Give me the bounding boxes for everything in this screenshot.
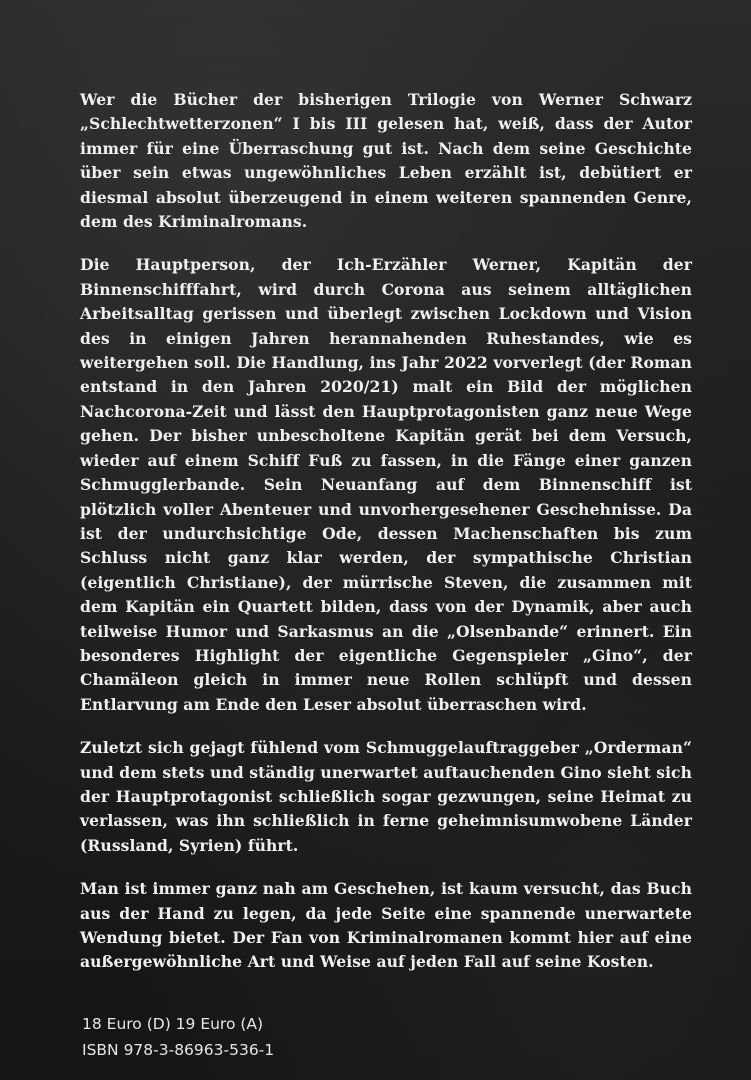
price-isbn-block <box>82 1011 274 1063</box>
blurb-paragraph-1: Wer die Bücher der bisherigen Trilogie von Werner Schwarz „Schlechtwetterzonen“ I bis III gelesen hat, weiß, dass der Autor immer für eine Überraschung gut ist. Nach dem seine Geschichte über sein etwas ungewöhnliches Leben erzählt ist, debütiert er diesmal absolut überzeugend in einem weiteren spannenden Genre, dem des Kriminalromans. <box>80 90 692 232</box>
blurb-paragraph-4: Man ist immer ganz nah am Geschehen, ist kaum versucht, das Buch aus der Hand zu legen, da jede Seite eine spannende unerwartete Wendung bietet. Der Fan von Kriminalromanen kommt hier auf eine außergewöhnliche Art und Weise auf jeden Fall auf seine Kosten. <box>80 879 692 972</box>
blurb-text <box>80 88 692 994</box>
blurb-paragraph-2: Die Hauptperson, der Ich-Erzähler Werner, Kapitän der Binnenschifffahrt, wird durch Corona aus seinem alltäglichen Arbeitsalltag gerissen und überlegt zwischen Lockdown und Vision des in einigen Jahren herannahenden Ruhestandes, wie es weitergehen soll. Die Handlung, ins Jahr 2022 vorverlegt (der Roman entstand in den Jahren 2020/21) malt ein Bild der möglichen Nachcorona-Zeit und lässt den Hauptprotagonisten ganz neue Wege gehen. Der bisher unbescholtene Kapitän gerät bei dem Versuch, wieder auf einem Schiff Fuß zu fassen, in die Fänge einer ganzen Schmugglerbande. Sein Neuanfang auf dem Binnenschiff ist plötzlich voller Abenteuer und unvorhergesehener Geschehnisse. Da ist der undurchsichtige Ode, dessen Machenschaften bis zum Schluss nicht ganz klar werden, der sympathische Christian (eigentlich Christiane), der mürrische Steven, die zusammen mit dem Kapitän ein Quartett bilden, dass von der Dynamik, aber auch teilweise Humor und Sarkasmus an die „Olsenbande“ erinnert. Ein besonderes Highlight der eigentliche Gegenspieler „Gino“, der Chamäleon gleich in immer neue Rollen schlüpft und dessen Entlarvung am Ende den Leser absolut überraschen wird. <box>80 255 692 714</box>
price-text: 18 Euro (D) 19 Euro (A) <box>82 1015 264 1033</box>
isbn-text: ISBN 978-3-86963-536-1 <box>82 1041 275 1059</box>
blurb-paragraph-3: Zuletzt sich gejagt fühlend vom Schmuggelauftraggeber „Orderman“ und dem stets und ständig unerwartet auftauchenden Gino sieht sich der Hauptprotagonist schließlich sogar gezwungen, seine Heimat zu verlassen, was ihn schließlich in ferne geheimnisumwobene Länder (Russland, Syrien) führt. <box>80 738 692 855</box>
